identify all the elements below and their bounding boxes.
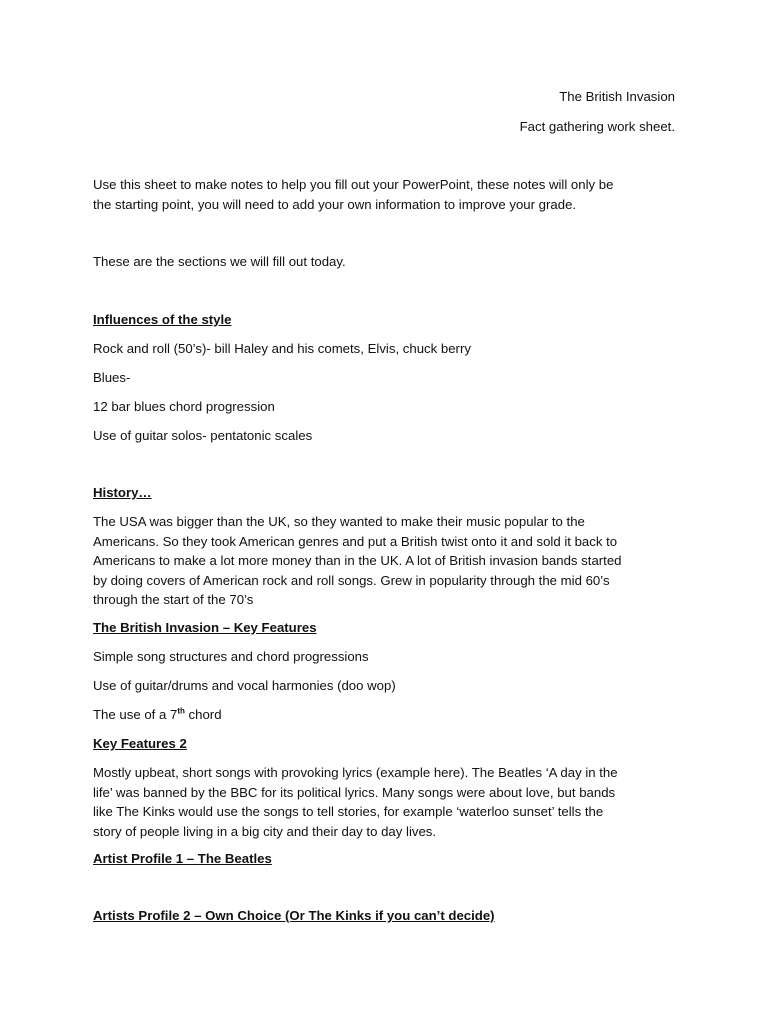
key-features-item: Use of guitar/drums and vocal harmonies (doo wop)	[93, 678, 396, 693]
document-subtitle: Fact gathering work sheet.	[519, 119, 675, 134]
history-line: through the start of the 70’s	[93, 592, 254, 607]
key-features-2-line: story of people living in a big city and their day to day lives.	[93, 823, 437, 839]
key-features-2-line: life’ was banned by the BBC for its political lyrics. Many songs were about love, but bands	[93, 784, 616, 800]
key-features-item: Simple song structures and chord progressions	[93, 649, 369, 664]
history-line: The USA was bigger than the UK, so they wanted to make their music popular to the	[93, 514, 585, 529]
intro-paragraph	[93, 175, 677, 214]
key-features-seventh-chord	[93, 705, 222, 725]
key-features-2-paragraph	[93, 763, 677, 841]
history-line: Americans to make a lot more money than in the UK. A lot of British invasion bands started	[93, 553, 622, 568]
history-paragraph	[93, 512, 677, 610]
intro-line: the starting point, you will need to add your own information to improve your grade.	[93, 196, 577, 212]
intro-line: Use this sheet to make notes to help you fill out your PowerPoint, these notes will only be	[93, 177, 614, 192]
seventh-suffix: chord	[184, 707, 222, 722]
influences-heading: Influences of the style	[93, 312, 232, 327]
history-line: by doing covers of American rock and roll songs. Grew in popularity through the mid 60’s	[93, 572, 610, 588]
influences-item: Rock and roll (50’s)- bill Haley and his comets, Elvis, chuck berry	[93, 341, 471, 356]
influences-item: Blues-	[93, 370, 131, 385]
artist-profile-2-heading: Artists Profile 2 – Own Choice (Or The Kinks if you can’t decide)	[93, 908, 495, 923]
influences-item: 12 bar blues chord progression	[93, 399, 275, 414]
artist-profile-1-heading: Artist Profile 1 – The Beatles	[93, 851, 272, 866]
key-features-2-line: like The Kinks would use the songs to tell stories, for example ‘waterloo sunset’ tells the	[93, 804, 604, 819]
seventh-superscript: th	[177, 706, 185, 716]
sections-note: These are the sections we will fill out today.	[93, 254, 346, 269]
key-features-2-heading: Key Features 2	[93, 736, 187, 751]
key-features-2-line: Mostly upbeat, short songs with provoking lyrics (example here). The Beatles ‘A day in the	[93, 765, 618, 780]
seventh-prefix: The use of a 7	[93, 707, 178, 722]
influences-item: Use of guitar solos- pentatonic scales	[93, 428, 313, 443]
history-line: Americans. So they took American genres and put a British twist onto it and sold it back to	[93, 533, 618, 549]
key-features-heading: The British Invasion – Key Features	[93, 620, 317, 635]
document-title: The British Invasion	[559, 89, 675, 104]
history-heading: History…	[93, 485, 152, 500]
